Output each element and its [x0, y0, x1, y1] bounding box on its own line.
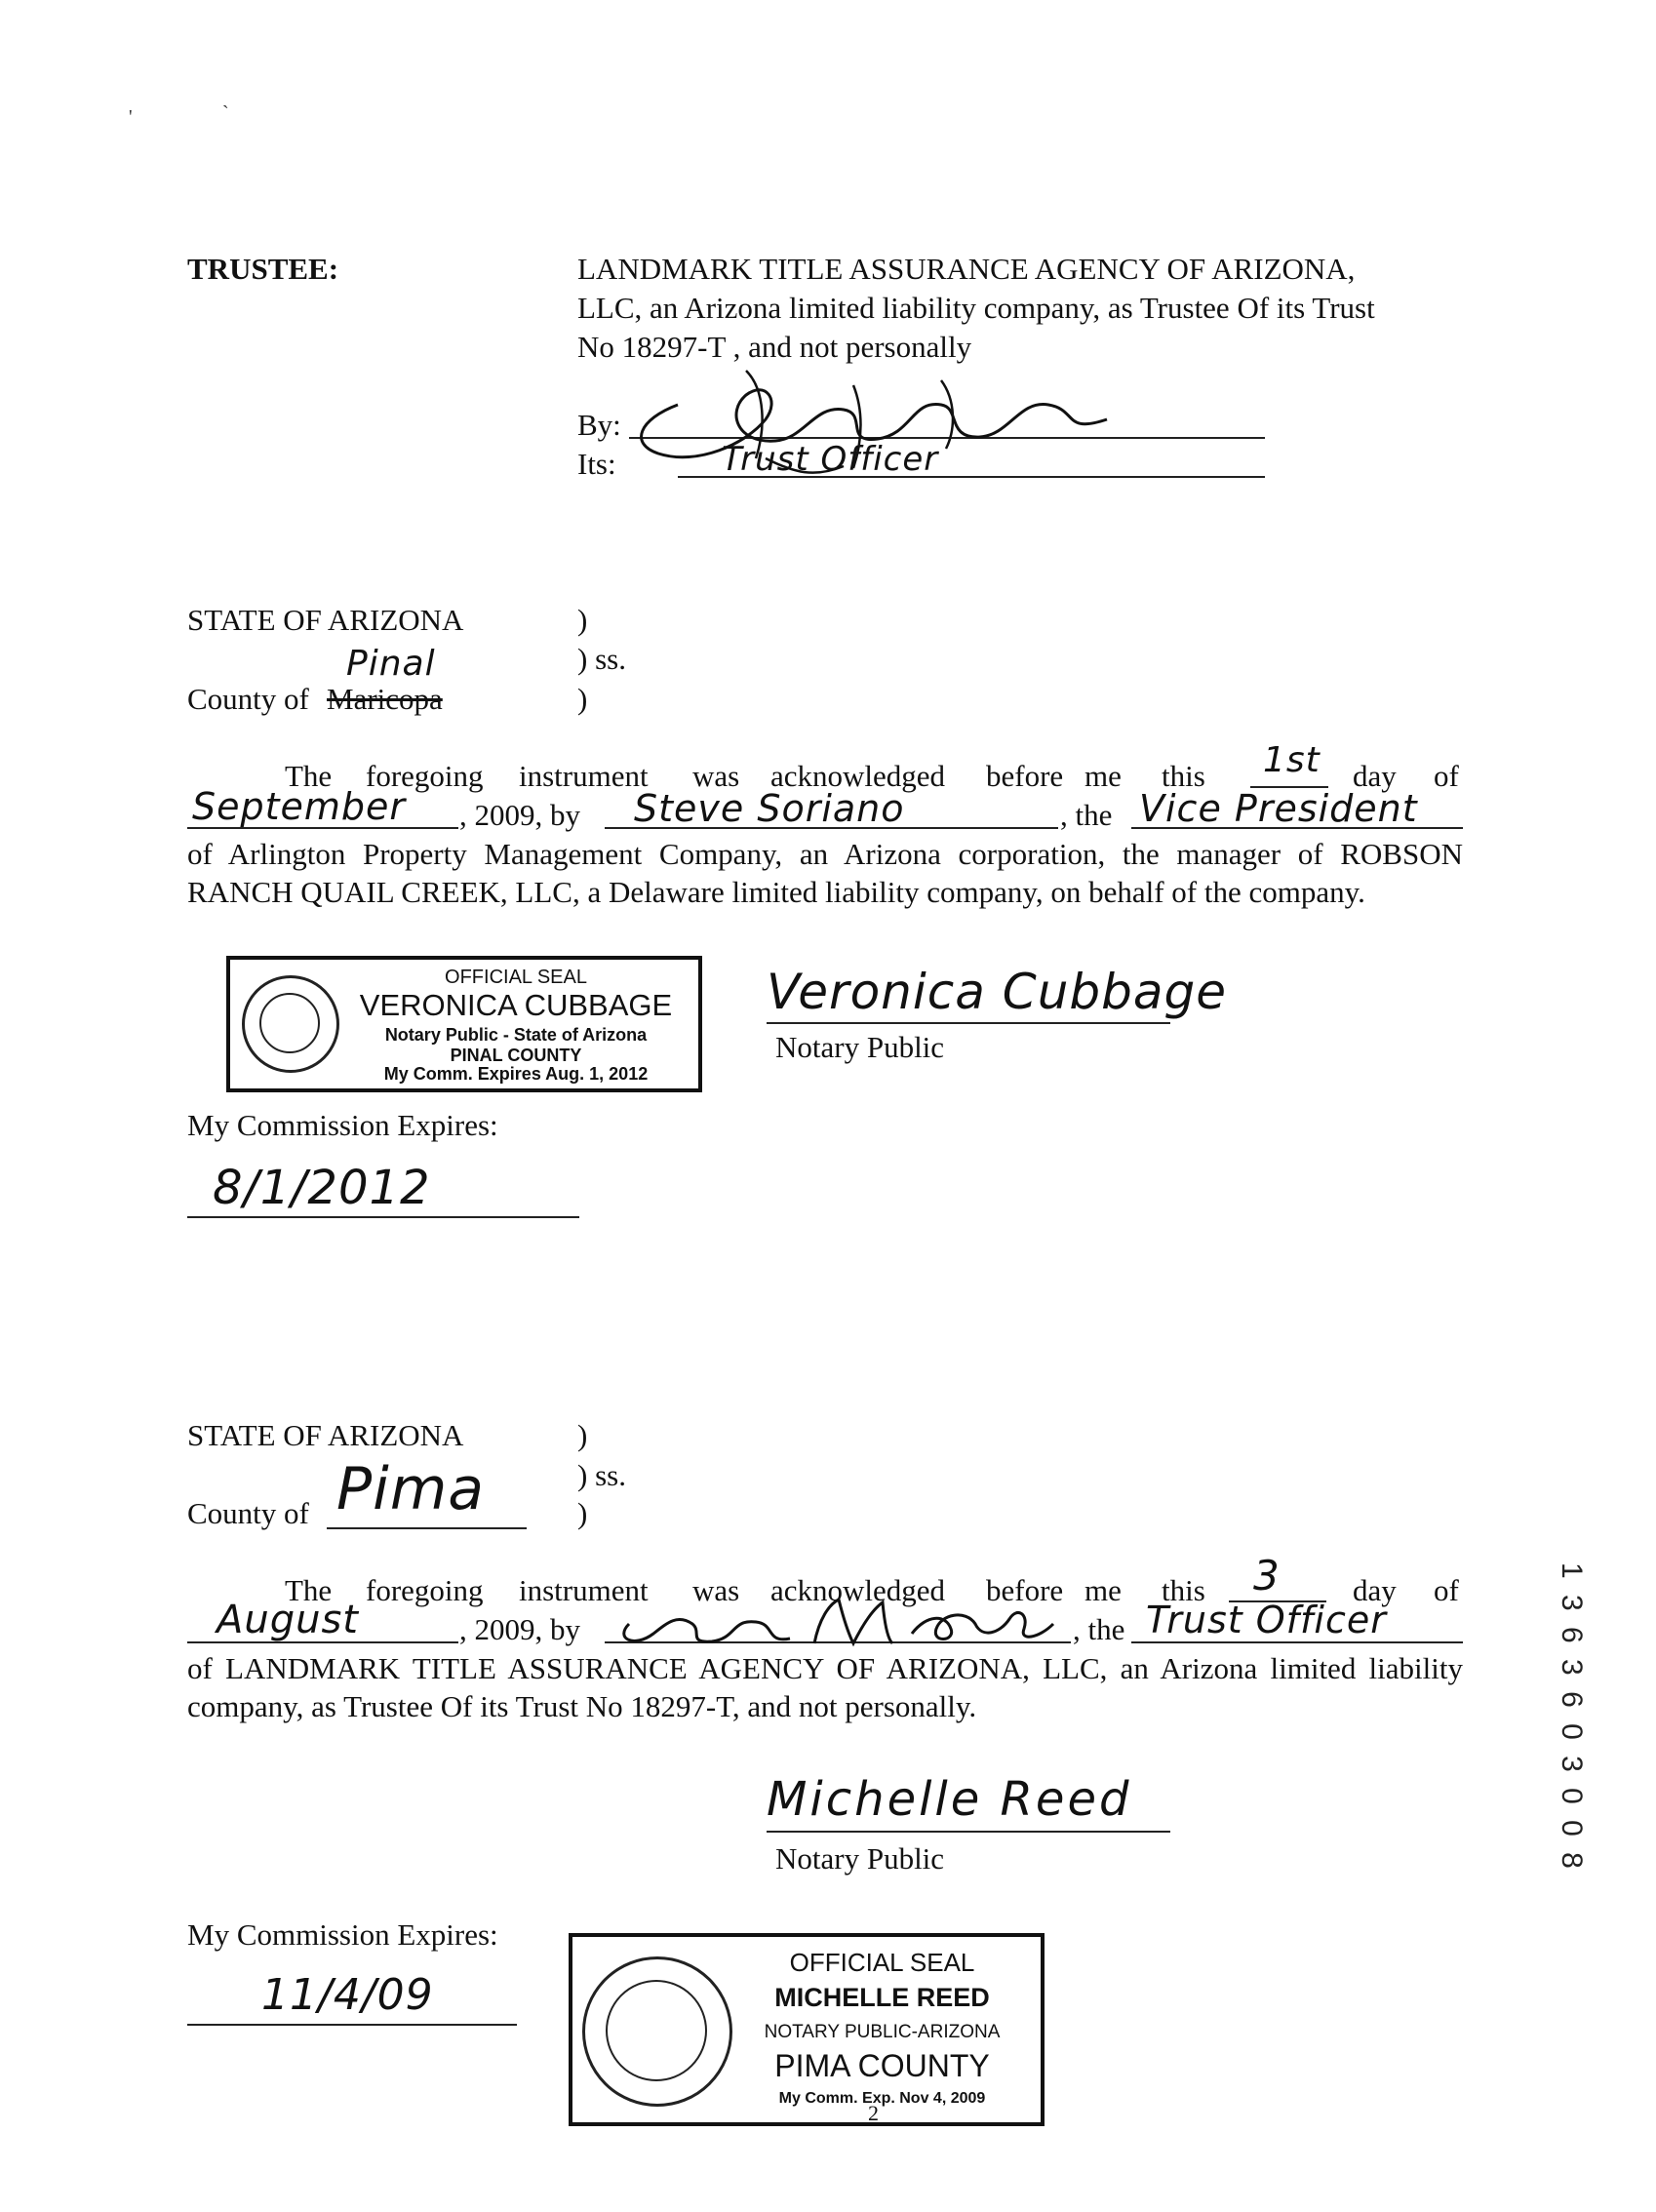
ack1-commission-line — [187, 1216, 579, 1218]
seal2-line2: MICHELLE REED — [774, 1983, 990, 2012]
ack1-body: of Arlington Property Management Company, an Arizona corporation, the manager of ROBSON RANCH QUAIL CREEK, LLC, a Delaware limited liability company, on behalf of the company. — [187, 837, 1463, 909]
ack1-title-handwritten: Vice President — [1139, 787, 1418, 830]
ack2-word-of: of — [1434, 1573, 1459, 1607]
ack1-county-handwritten: Pinal — [346, 644, 436, 684]
ack2-word-the: The — [285, 1573, 333, 1607]
ack2-state: STATE OF ARIZONA — [187, 1418, 464, 1452]
ack1-paren-1: ) — [577, 603, 588, 637]
seal2-line1: OFFICIAL SEAL — [789, 1948, 975, 1977]
ack2-commission-handwritten: 11/4/09 — [261, 1970, 434, 2020]
ack1-word-acknowledged: acknowledged — [770, 759, 946, 793]
ack1-notary-line — [767, 1022, 1170, 1024]
ack2-word-before: before — [986, 1573, 1064, 1607]
ack2-commission-line — [187, 2024, 517, 2026]
ack1-word-before: before — [986, 759, 1064, 793]
ack1-county-label: County of — [187, 682, 309, 716]
ack2-commission-label: My Commission Expires: — [187, 1917, 498, 1952]
seal1-line4: PINAL COUNTY — [450, 1046, 582, 1065]
ack1-word-me: me — [1084, 759, 1122, 793]
ack2-month-handwritten: August — [217, 1598, 359, 1642]
trustee-label: TRUSTEE: — [187, 252, 339, 286]
ack1-word-instrument: instrument — [519, 759, 649, 793]
ack2-body: of LANDMARK TITLE ASSURANCE AGENCY OF ARIZONA, LLC, an Arizona limited liability company, as Trustee Of its Trust No 18297-T, and not personally. — [187, 1651, 1463, 1723]
seal2-line4: PIMA COUNTY — [774, 2048, 990, 2083]
ack1-word-foregoing: foregoing — [366, 759, 484, 793]
ack1-word-day: day — [1353, 759, 1397, 793]
by-label: By: — [577, 408, 621, 442]
ack2-word-acknowledged: acknowledged — [770, 1573, 946, 1607]
seal1-line5: My Comm. Expires Aug. 1, 2012 — [383, 1064, 649, 1084]
ack2-paren-2: ) — [577, 1496, 588, 1530]
trustee-name-line3: No 18297-T , and not personally — [577, 330, 972, 364]
page-number: 2 — [868, 2101, 879, 2125]
ack1-word-this: this — [1162, 759, 1205, 793]
ack2-word-me: me — [1084, 1573, 1122, 1607]
seal2-line5: My Comm. Exp. Nov 4, 2009 — [778, 2090, 986, 2107]
ack2-title-handwritten: Trust Officer — [1146, 1599, 1387, 1641]
ack2-official-seal — [569, 1933, 1045, 2126]
ack2-the-text: , the — [1073, 1612, 1125, 1646]
corner-mark-right: ` — [222, 102, 229, 124]
ack1-word-of: of — [1434, 759, 1459, 793]
ack1-day-handwritten: 1st — [1263, 740, 1321, 780]
ack2-county-line — [327, 1527, 527, 1529]
great-seal-inner-ring — [606, 1980, 707, 2081]
seal1-line2: VERONICA CUBBAGE — [359, 988, 673, 1022]
trustee-signature — [619, 351, 1126, 507]
ack1-word-was: was — [692, 759, 740, 793]
ack2-ss: ) ss. — [577, 1458, 626, 1492]
ack2-paren-1: ) — [577, 1418, 588, 1452]
ack1-notary-label: Notary Public — [775, 1030, 945, 1064]
ack2-word-was: was — [692, 1573, 740, 1607]
corner-mark-left: ' — [129, 106, 133, 128]
margin-stamp: 1 3 6 3 6 0 3 0 0 8 — [1556, 1562, 1588, 1873]
its-handwritten-title: Trust Officer — [722, 440, 939, 479]
ack1-word-the: The — [285, 759, 333, 793]
state-seal-inner-ring — [259, 993, 320, 1053]
ack2-notary-signature: Michelle Reed — [767, 1772, 1132, 1827]
trustee-name-line2: LLC, an Arizona limited liability company, as Trustee Of its Trust — [577, 291, 1375, 325]
ack2-day-handwritten: 3 — [1253, 1552, 1281, 1600]
its-label: Its: — [577, 447, 616, 481]
ack2-year-text: , 2009, by — [459, 1612, 580, 1646]
trustee-name-line1: LANDMARK TITLE ASSURANCE AGENCY OF ARIZONA, — [577, 252, 1356, 286]
seal2-line3: NOTARY PUBLIC-ARIZONA — [764, 2022, 1001, 2042]
ack1-commission-handwritten: 8/1/2012 — [213, 1161, 431, 1215]
ack2-county-label: County of — [187, 1496, 309, 1530]
ack1-year-text: , 2009, by — [459, 798, 580, 832]
ack1-notary-signature: Veronica Cubbage — [767, 964, 1228, 1020]
ack2-word-instrument: instrument — [519, 1573, 649, 1607]
ack2-word-this: this — [1162, 1573, 1205, 1607]
ack1-month-handwritten: September — [192, 785, 407, 828]
ack2-county-handwritten: Pima — [336, 1455, 486, 1523]
ack2-notary-label: Notary Public — [775, 1841, 945, 1876]
ack1-commission-label: My Commission Expires: — [187, 1108, 498, 1142]
ack1-ss: ) ss. — [577, 642, 626, 676]
ack1-paren-2: ) — [577, 682, 588, 716]
ack1-name-handwritten: Steve Soriano — [634, 787, 905, 830]
ack1-the-text: , the — [1060, 798, 1113, 832]
ack1-official-seal — [226, 956, 702, 1092]
ack1-county-struck: Maricopa — [327, 682, 443, 716]
ack2-word-foregoing: foregoing — [366, 1573, 484, 1607]
ack1-state: STATE OF ARIZONA — [187, 603, 464, 637]
ack2-word-day: day — [1353, 1573, 1397, 1607]
seal1-line3: Notary Public - State of Arizona — [384, 1025, 648, 1045]
ack2-notary-line — [767, 1831, 1170, 1833]
seal1-line1: OFFICIAL SEAL — [445, 967, 587, 988]
